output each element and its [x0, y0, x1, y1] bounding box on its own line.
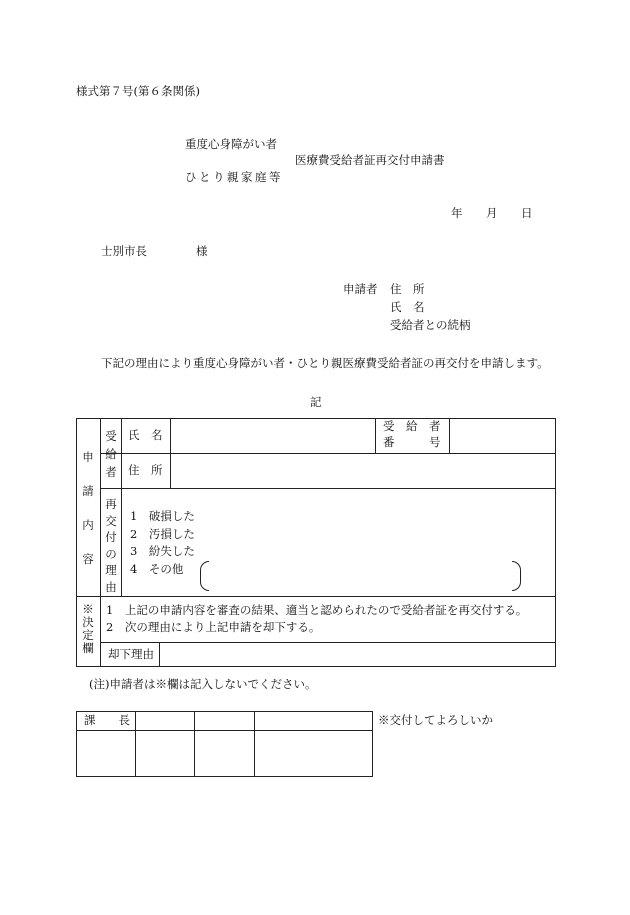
reason-item: 1 破損した	[130, 509, 195, 523]
section-chief-label: 課 長	[84, 713, 130, 727]
other-reason-bracket-left	[200, 561, 209, 591]
addressee-name: 士別市長	[101, 244, 147, 258]
other-reason-bracket-right	[512, 561, 521, 591]
recipient-label: 受給者	[105, 429, 117, 479]
section-label-application-contents: 申請内容	[82, 450, 94, 566]
reason-item: 3 紛失した	[130, 544, 195, 558]
recipient-name-label: 氏 名	[128, 428, 163, 442]
title-line-2: 医療費受給者証再交付申請書	[295, 153, 445, 167]
applicant-label: 申請者	[343, 282, 378, 296]
addressee-honorific: 様	[196, 244, 208, 258]
decision-item: 2 次の理由により上記申請を却下する。	[106, 620, 321, 634]
applicant-relation-label: 受給者との続柄	[390, 318, 471, 332]
date-day: 日	[521, 206, 533, 220]
note-text: (注)申請者は※欄は記入しないでください。	[89, 677, 317, 691]
intro-text: 下記の理由により重度心身障がい者・ひとり親医療費受給者証の再交付を申請します。	[101, 356, 549, 370]
ki-label: 記	[310, 395, 322, 409]
form-number: 様式第７号(第６条関係)	[76, 84, 200, 98]
title-line-3: ひとり親家庭等	[185, 170, 283, 184]
rejection-reason-label: 却下理由	[108, 647, 154, 661]
decision-column-label: ※決定欄	[82, 602, 94, 655]
applicant-name-label: 氏 名	[390, 300, 425, 314]
recipient-address-label: 住 所	[128, 463, 163, 477]
applicant-address-label: 住 所	[390, 282, 425, 296]
reissue-reason-label: 再交付の理由	[105, 497, 117, 594]
reason-item: 2 汚損した	[130, 527, 195, 541]
recipient-number-label-bottom: 番 号	[383, 435, 441, 449]
reason-item: 4 その他	[130, 562, 184, 576]
title-line-1: 重度心身障がい者	[185, 137, 277, 151]
decision-item: 1 上記の申請内容を審査の結果、適当と認められたので受給者証を再交付する。	[106, 603, 528, 617]
date-year: 年	[451, 206, 463, 220]
date-month: 月	[486, 206, 498, 220]
recipient-number-label-top: 受 給 者	[383, 419, 441, 433]
approval-note: ※交付してよろしいか	[378, 713, 493, 727]
